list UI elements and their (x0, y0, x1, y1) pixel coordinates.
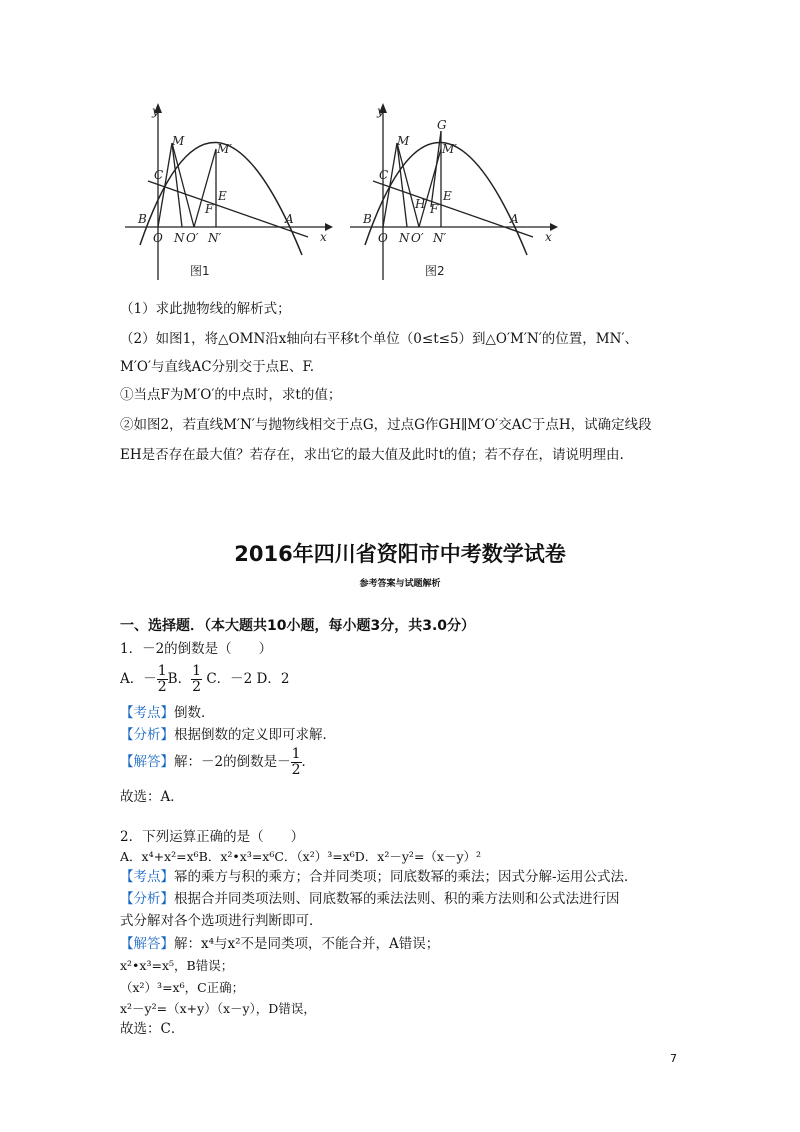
figure-1 (120, 95, 360, 285)
label-N: N (174, 231, 185, 245)
option-a-prefix: A．－ (120, 671, 157, 687)
page-title: 2016年四川省资阳市中考数学试卷 (234, 542, 566, 566)
parabola-diagram-1 (120, 95, 360, 285)
fenxi-tag: 【分析】 (120, 727, 174, 743)
problem-2-jieda-4: x²－y²=（x+y）（x－y），D错误， (120, 1001, 316, 1016)
section-heading: 一、选择题．（本大题共10小题，每小题3分，共3.0分） (120, 618, 476, 634)
fraction-half-a: $\frac{1}{2}$ (157, 663, 167, 695)
label-y: y (377, 104, 384, 118)
label-O-prime: O′ (411, 231, 424, 245)
problem-1-kaodian: 【考点】倒数． (120, 705, 215, 721)
label-O: O (378, 231, 388, 245)
fraction-answer: $\frac{1}{2}$ (291, 746, 301, 778)
problem-2-jieda-1: 【解答】解：x⁴与x²不是同类项，不能合并，A错误； (120, 936, 440, 952)
problem-2-fenxi-2: 式分解对各个选项进行判断即可． (120, 913, 323, 929)
problem-2-jieda-3: （x²）³=x⁶，C正确； (120, 980, 245, 995)
question-part-2e: EH是否存在最大值？若存在，求出它的最大值及此时t的值；若不存在，请说明理由. (120, 447, 624, 463)
label-E: E (218, 189, 227, 203)
page-subtitle: 参考答案与试题解析 (359, 579, 441, 589)
problem-1-jieda: 【解答】解：－2的倒数是－ $\frac{1}{2}$ ． (120, 746, 316, 778)
figure-caption-1: 图1 (190, 264, 210, 278)
label-O-prime: O′ (186, 231, 199, 245)
problem-1-choice: 故选：A． (120, 789, 184, 805)
label-N-prime: N′ (433, 231, 447, 245)
label-H: H (415, 197, 426, 211)
figure-caption-2: 图2 (425, 264, 445, 278)
label-M-prime: M′ (217, 142, 233, 156)
problem-2-options: A．x⁴+x²=x⁶B．x²•x³=x⁶C．（x²）³=x⁶D．x²－y²=（x－y）² (120, 849, 482, 864)
problem-2-fenxi-1: 【分析】根据合并同类项法则、同底数幂的乘法法则、积的乘方法则和公式法进行因 (120, 891, 620, 907)
problem-2-jieda-2: x²•x³=x⁵，B错误； (120, 958, 234, 973)
label-A: A (285, 212, 294, 226)
problem-1-stem: 1．－2的倒数是（ ） (120, 641, 273, 657)
label-B: B (363, 212, 372, 226)
label-C: C (379, 168, 389, 182)
label-B: B (138, 212, 147, 226)
label-x: x (545, 230, 552, 244)
label-x: x (320, 230, 327, 244)
question-part-2c: ①当点F为M′O′的中点时，求t的值； (120, 387, 342, 403)
label-N-prime: N′ (208, 231, 222, 245)
kaodian-tag: 【考点】 (120, 705, 174, 721)
label-C: C (154, 168, 164, 182)
label-A: A (510, 212, 519, 226)
label-F: F (430, 202, 439, 216)
option-b-prefix: B． (167, 671, 192, 687)
label-N: N (399, 231, 410, 245)
problem-2-choice: 故选：C． (120, 1021, 185, 1037)
jieda-tag: 【解答】 (120, 936, 174, 952)
parabola-diagram-2 (345, 95, 585, 285)
question-part-2b: M′O′与直线AC分别交于点E、F. (120, 359, 315, 375)
options-c-d: C．－2 D．2 (206, 671, 290, 687)
jieda-tag: 【解答】 (120, 754, 174, 770)
fenxi-tag: 【分析】 (120, 891, 174, 907)
kaodian-tag: 【考点】 (120, 869, 174, 885)
label-F: F (205, 202, 214, 216)
label-M-prime: M′ (442, 142, 458, 156)
question-part-2a: （2）如图1，将△OMN沿x轴向右平移t个单位（0≤t≤5）到△O′M′N′的位置，MN′、 (120, 331, 639, 347)
label-M: M (397, 134, 410, 148)
problem-1-fenxi: 【分析】根据倒数的定义即可求解． (120, 727, 336, 743)
fraction-half-b: $\frac{1}{2}$ (192, 663, 202, 695)
label-O: O (153, 231, 163, 245)
label-y: y (152, 104, 159, 118)
figure-2 (345, 95, 585, 285)
problem-2-stem: 2．下列运算正确的是（ ） (120, 829, 305, 845)
label-G: G (437, 118, 447, 132)
problem-1-options (120, 662, 289, 696)
label-E: E (443, 189, 452, 203)
problem-2-kaodian: 【考点】幂的乘方与积的乘方；合并同类项；同底数幂的乘法；因式分解-运用公式法． (120, 869, 638, 885)
question-part-2d: ②如图2，若直线M′N′与抛物线相交于点G，过点G作GH∥M′O′交AC于点H，试确定线段 (120, 417, 652, 433)
label-M: M (172, 134, 185, 148)
page-number: 7 (670, 1052, 677, 1065)
question-part-1: （1）求此抛物线的解析式； (120, 301, 291, 317)
